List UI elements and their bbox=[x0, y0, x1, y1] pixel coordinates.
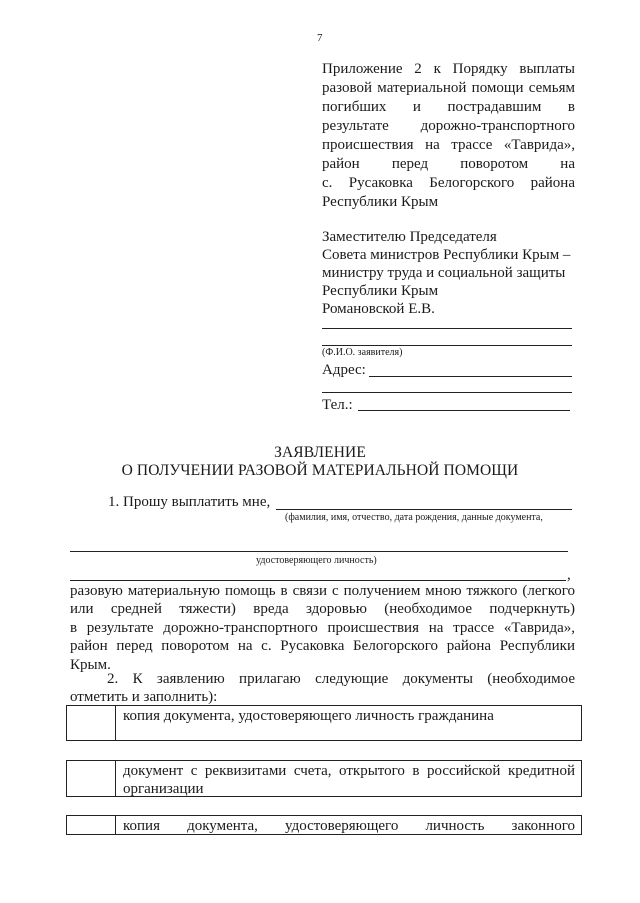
document-title: ЗАЯВЛЕНИЕ bbox=[274, 444, 366, 461]
addressee-line: Романовской Е.В. bbox=[322, 301, 435, 317]
document-checkbox-2[interactable] bbox=[67, 761, 116, 796]
appendix-line: разовой материальной помощи семьям bbox=[322, 80, 575, 96]
address-label: Адрес: bbox=[322, 362, 366, 378]
document-text-line: копия документа, удостоверяющего личность законного bbox=[123, 818, 575, 834]
request-caption-2: удостоверяющего личность) bbox=[256, 555, 377, 566]
request-text: 1. Прошу выплатить мне, bbox=[108, 494, 271, 510]
address-line-2[interactable] bbox=[322, 392, 572, 393]
appendix-line: происшествия на трассе «Таврида», bbox=[322, 137, 575, 153]
applicant-details-line[interactable] bbox=[276, 509, 572, 510]
applicant-name-line[interactable] bbox=[322, 328, 572, 329]
addressee-line: министру труда и социальной защиты bbox=[322, 265, 566, 281]
document-row-1 bbox=[66, 705, 582, 741]
document-row-3 bbox=[66, 815, 582, 835]
appendix-line: результате дорожно-транспортного bbox=[322, 118, 575, 134]
document-text-line: копия документа, удостоверяющего личность гражданина bbox=[123, 708, 494, 724]
appendix-line: погибших и пострадавшим в bbox=[322, 99, 575, 115]
body-line: район перед поворотом на с. Русаковка Белогорского района Республики bbox=[70, 638, 575, 655]
attachments-intro bbox=[70, 670, 575, 707]
appendix-reference bbox=[322, 60, 575, 212]
attachments-intro-line: 2. К заявлению прилагаю следующие документы (необходимое bbox=[107, 671, 575, 687]
address-line[interactable] bbox=[369, 376, 572, 377]
page-number: 7 bbox=[317, 32, 323, 44]
addressee-line: Республики Крым bbox=[322, 283, 439, 299]
appendix-line: Приложение 2 к Порядку выплаты bbox=[322, 61, 575, 77]
line-comma: , bbox=[567, 567, 571, 583]
request-body bbox=[70, 582, 575, 674]
applicant-details-line-3[interactable] bbox=[70, 580, 566, 581]
addressee-line: Совета министров Республики Крым – bbox=[322, 247, 571, 263]
document-text-line: документ с реквизитами счета, открытого в российской кредитной bbox=[123, 763, 575, 779]
document-text-1 bbox=[116, 706, 581, 740]
attachments-intro-line: отметить и заполнить): bbox=[70, 689, 218, 706]
phone-label: Тел.: bbox=[322, 397, 353, 413]
addressee-block bbox=[322, 228, 582, 318]
body-line: или средней тяжести) вреда здоровью (необходимое подчеркнуть) bbox=[70, 601, 575, 618]
body-line: Крым. bbox=[70, 656, 111, 673]
applicant-name-line-2[interactable] bbox=[322, 345, 572, 346]
body-line: разовую материальную помощь в связи с получением мною тяжкого (легкого bbox=[70, 583, 575, 599]
appendix-line: Республики Крым bbox=[322, 194, 439, 210]
appendix-line: с. Русаковка Белогорского района bbox=[322, 175, 575, 191]
document-checkbox-1[interactable] bbox=[67, 706, 116, 740]
document-text-line: организации bbox=[123, 781, 204, 797]
document-text-3 bbox=[116, 816, 581, 834]
document-checkbox-3[interactable] bbox=[67, 816, 116, 834]
document-subtitle: О ПОЛУЧЕНИИ РАЗОВОЙ МАТЕРИАЛЬНОЙ ПОМОЩИ bbox=[121, 462, 519, 479]
document-row-2 bbox=[66, 760, 582, 797]
appendix-line: район перед поворотом на bbox=[322, 156, 575, 172]
addressee-line: Заместителю Председателя bbox=[322, 229, 497, 245]
applicant-details-line-2[interactable] bbox=[70, 551, 568, 552]
phone-line[interactable] bbox=[358, 410, 570, 411]
document-text-2 bbox=[116, 761, 581, 796]
fio-caption: (Ф.И.О. заявителя) bbox=[322, 347, 403, 358]
request-caption-1: (фамилия, имя, отчество, дата рождения, данные документа, bbox=[285, 512, 543, 523]
body-line: в результате дорожно-транспортного происшествия на трассе «Таврида», bbox=[70, 619, 575, 636]
